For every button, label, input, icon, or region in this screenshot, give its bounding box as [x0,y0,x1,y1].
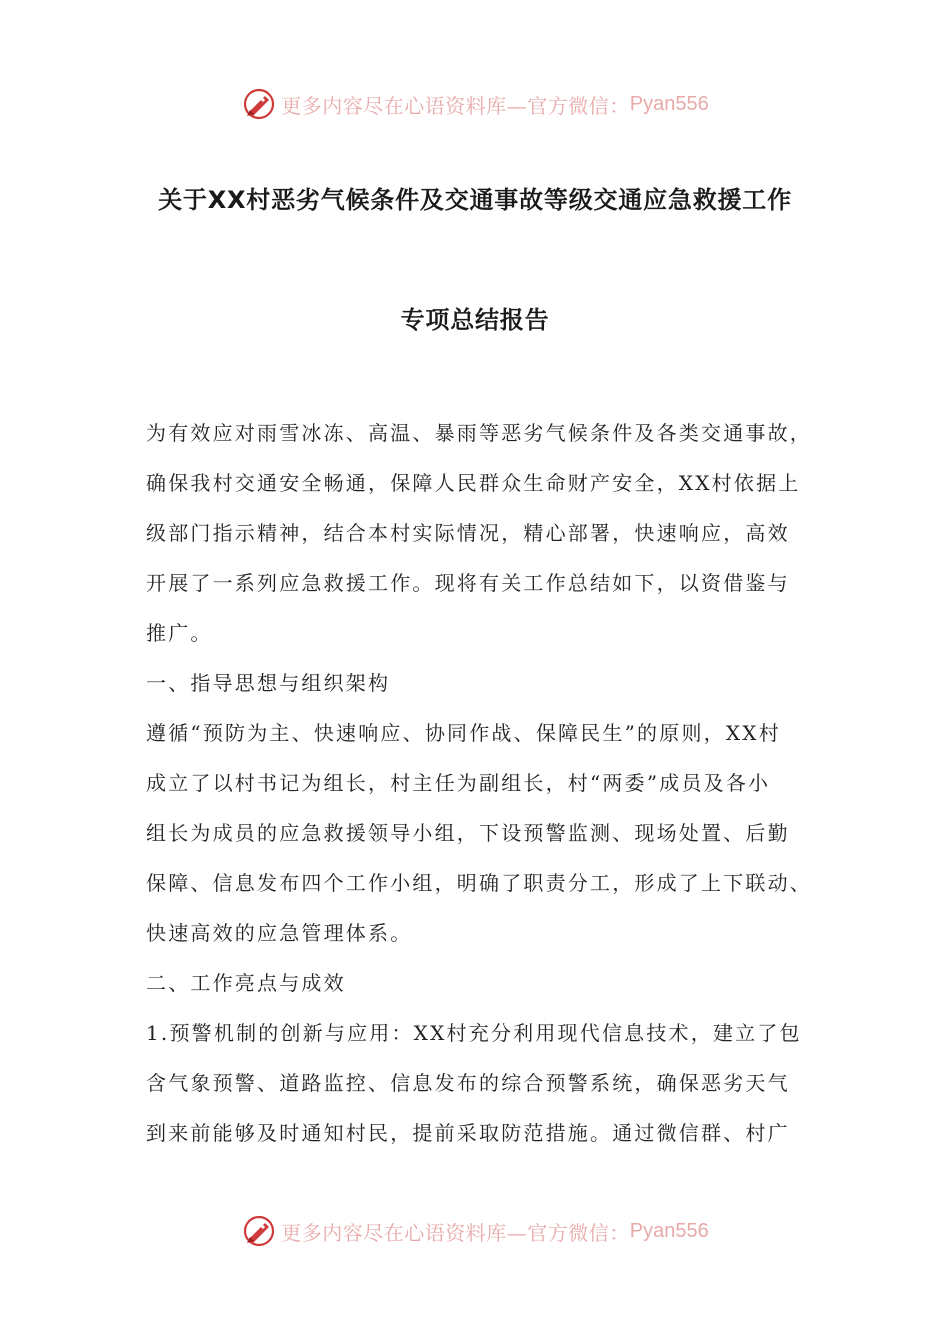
body-line: 成立了以村书记为组长，村主任为副组长，村“两委”成员及各小 [146,771,771,795]
watermark-text: 更多内容尽在心语资料库—官方微信： [281,93,630,118]
document-title-line-1: 关于XX村恶劣气候条件及交通事故等级交通应急救援工作 [158,186,792,214]
section-heading-1: 一、指导思想与组织架构 [146,671,391,695]
body-line: 快速高效的应急管理体系。 [146,921,413,945]
body-line: 为有效应对雨雪冰冻、高温、暴雨等恶劣气候条件及各类交通事故， [146,421,812,445]
header-watermark [0,84,950,124]
watermark-text: 更多内容尽在心语资料库—官方微信： [281,1220,630,1245]
body-line: 组长为成员的应急救援领导小组，下设预警监测、现场处置、后勤 [146,821,790,845]
pen-logo-icon [241,86,277,122]
body-line: 级部门指示精神，结合本村实际情况，精心部署，快速响应，高效 [146,521,790,545]
document-title-line-2: 专项总结报告 [400,306,550,334]
footer-watermark [0,1211,950,1251]
body-line: 保障、信息发布四个工作小组，明确了职责分工，形成了上下联动、 [146,871,812,895]
body-line: 遵循“预防为主、快速响应、协同作战、保障民生”的原则，XX村 [146,721,781,745]
document-body [146,418,836,1168]
body-line: 确保我村交通安全畅通，保障人民群众生命财产安全，XX村依据上 [146,471,801,495]
watermark-wechat-id: Pyan556 [629,1219,709,1242]
body-line: 1.预警机制的创新与应用：XX村充分利用现代信息技术，建立了包 [146,1021,802,1045]
body-line: 含气象预警、道路监控、信息发布的综合预警系统，确保恶劣天气 [146,1071,790,1095]
pen-logo-icon [241,1213,277,1249]
watermark-wechat-id: Pyan556 [629,92,709,115]
body-line: 到来前能够及时通知村民，提前采取防范措施。通过微信群、村广 [146,1121,790,1145]
section-heading-2: 二、工作亮点与成效 [146,971,346,995]
body-line: 推广。 [146,621,213,645]
body-line: 开展了一系列应急救援工作。现将有关工作总结如下，以资借鉴与 [146,571,790,595]
